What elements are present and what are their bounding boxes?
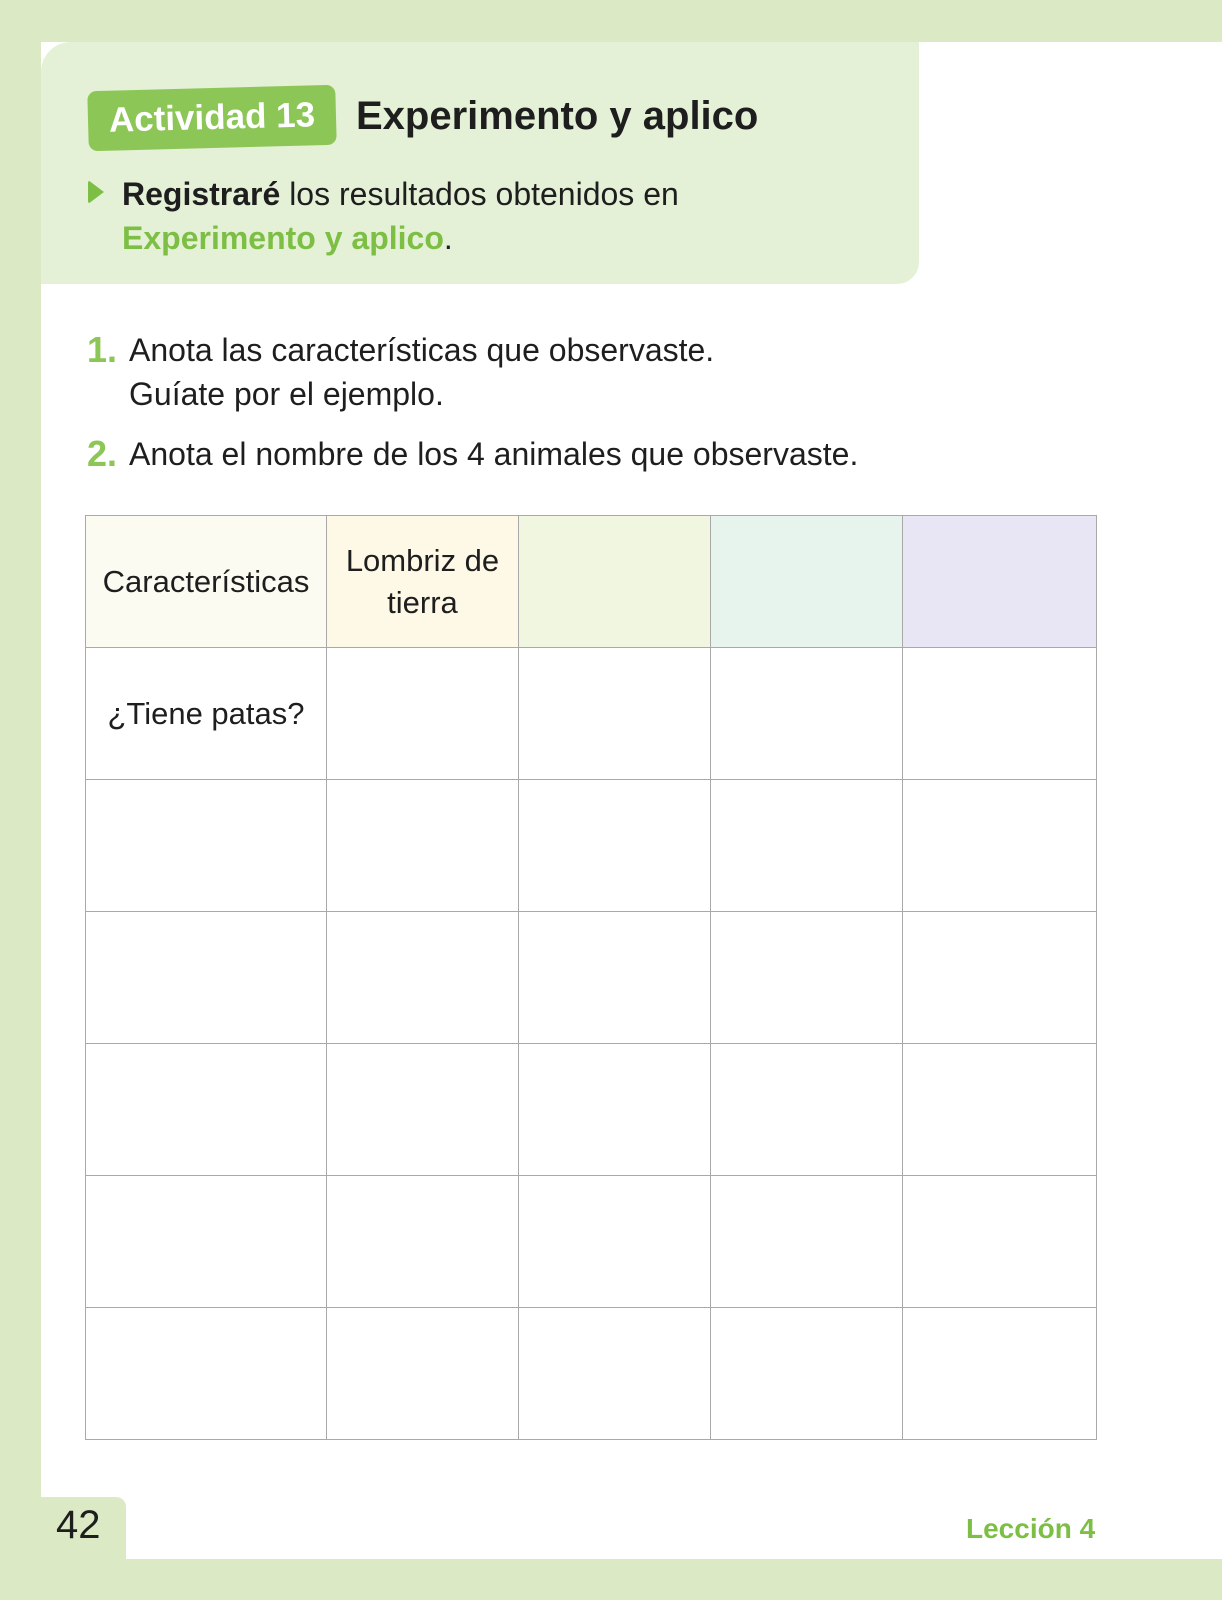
answer-cell[interactable] [327, 912, 519, 1044]
characteristic-cell[interactable] [86, 1176, 327, 1308]
table-row [86, 912, 1097, 1044]
answer-cell[interactable] [519, 912, 711, 1044]
table-row [86, 1044, 1097, 1176]
observation-table [85, 515, 1097, 1440]
answer-cell[interactable] [903, 912, 1097, 1044]
table-row [86, 1176, 1097, 1308]
play-arrow-icon [88, 180, 104, 204]
characteristic-cell[interactable] [86, 912, 327, 1044]
activity-instruction [122, 172, 882, 260]
page-number: 42 [56, 1503, 101, 1547]
answer-cell[interactable] [711, 1176, 903, 1308]
characteristic-cell[interactable] [86, 1044, 327, 1176]
instruction-end: . [443, 220, 453, 256]
header-cell-animal-2[interactable] [519, 516, 711, 648]
characteristic-cell[interactable] [86, 1308, 327, 1440]
table-row [86, 648, 1097, 780]
answer-cell[interactable] [519, 780, 711, 912]
answer-cell[interactable] [327, 648, 519, 780]
question-1-line-2: Guíate por el ejemplo. [129, 376, 444, 412]
instruction-green-title: Experimento y aplico [122, 220, 444, 256]
question-1-number: 1. [87, 329, 118, 370]
answer-cell[interactable] [903, 780, 1097, 912]
activity-title: Experimento y aplico [356, 94, 759, 138]
header-cell-characteristics: Características [86, 516, 327, 648]
header-cell-animal-4[interactable] [903, 516, 1097, 648]
characteristic-cell: ¿Tiene patas? [86, 648, 327, 780]
answer-cell[interactable] [903, 1308, 1097, 1440]
lesson-label: Lección 4 [966, 1513, 1096, 1544]
answer-cell[interactable] [711, 1044, 903, 1176]
answer-cell[interactable] [903, 1044, 1097, 1176]
answer-cell[interactable] [711, 648, 903, 780]
answer-cell[interactable] [903, 1176, 1097, 1308]
answer-cell[interactable] [519, 648, 711, 780]
question-2-number: 2. [87, 433, 118, 474]
instruction-text: los resultados obtenidos en [280, 176, 679, 212]
table-row [86, 1308, 1097, 1440]
question-2-line-1: Anota el nombre de los 4 animales que observaste. [129, 436, 859, 472]
answer-cell[interactable] [903, 648, 1097, 780]
characteristic-cell[interactable] [86, 780, 327, 912]
header-cell-animal-3[interactable] [711, 516, 903, 648]
answer-cell[interactable] [327, 1044, 519, 1176]
table-header-row [86, 516, 1097, 648]
question-2 [87, 432, 859, 476]
answer-cell[interactable] [327, 1176, 519, 1308]
answer-cell[interactable] [711, 780, 903, 912]
answer-cell[interactable] [711, 912, 903, 1044]
activity-badge-label: Actividad 13 [108, 95, 316, 140]
answer-cell[interactable] [327, 1308, 519, 1440]
answer-cell[interactable] [711, 1308, 903, 1440]
table-row [86, 780, 1097, 912]
answer-cell[interactable] [519, 1044, 711, 1176]
question-1-line-1: Anota las características que observaste. [129, 332, 715, 368]
answer-cell[interactable] [327, 780, 519, 912]
question-1 [87, 328, 715, 416]
header-cell-animal-1: Lombriz de tierra [327, 516, 519, 648]
instruction-bold-verb: Registraré [122, 176, 281, 212]
answer-cell[interactable] [519, 1308, 711, 1440]
answer-cell[interactable] [519, 1176, 711, 1308]
activity-badge [87, 85, 336, 151]
